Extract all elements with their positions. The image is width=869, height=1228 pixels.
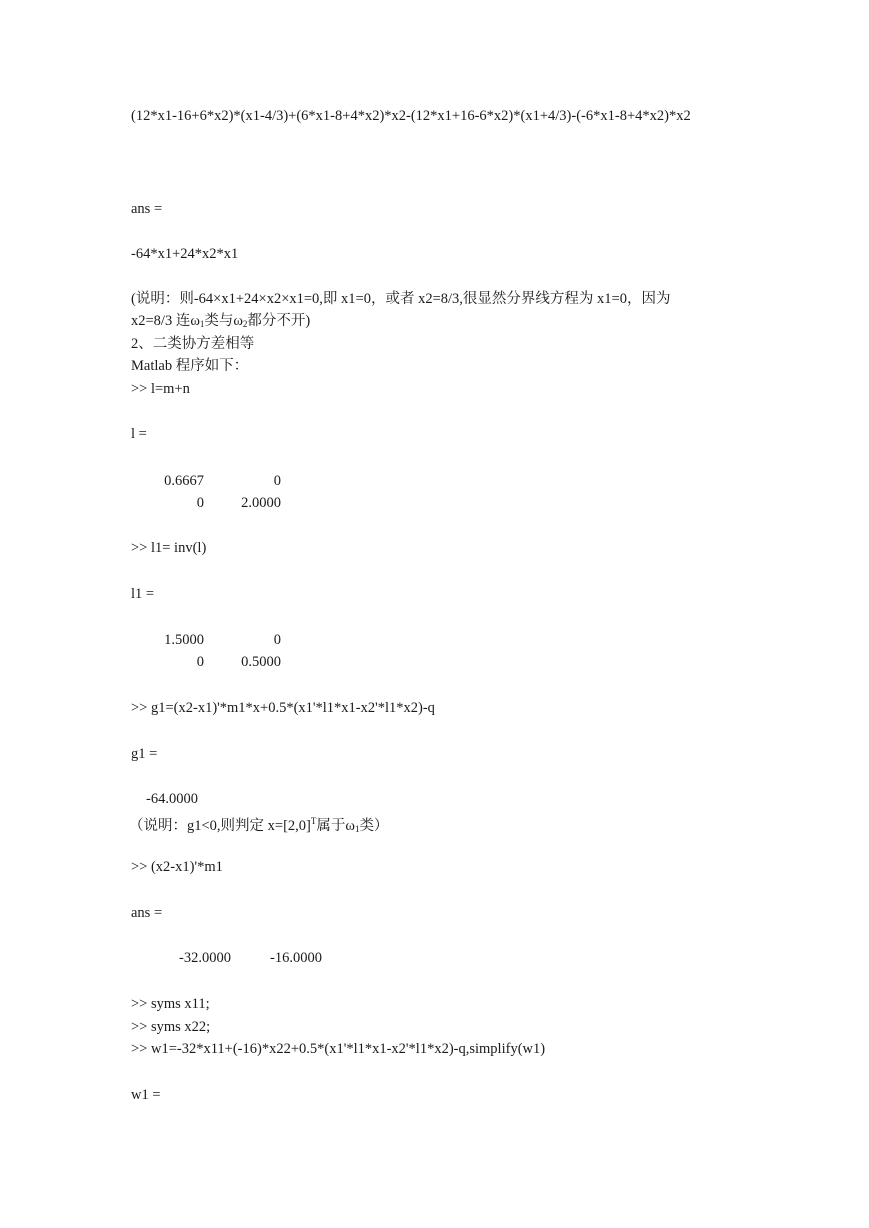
vector-cell: -16.0000 (270, 950, 322, 966)
variable-label: g1 = (131, 746, 158, 762)
matrix-row (131, 652, 281, 672)
note-text: x2=8/3 连ω (131, 313, 200, 329)
note-text: 都分不开) (247, 313, 311, 329)
vector-cell: -32.0000 (179, 950, 231, 966)
command-line: >> w1=-32*x11+(-16)*x22+0.5*(x1'*l1*x1-x2'*l1*x2)-q,simplify(w1) (131, 1041, 546, 1057)
variable-label: w1 = (131, 1087, 161, 1103)
note-line-3 (129, 811, 388, 839)
command-line: >> syms x11; (131, 996, 210, 1012)
matrix-cell: 0.5000 (241, 654, 281, 670)
ans-label: ans = (131, 201, 163, 217)
matrix-cell: 0 (273, 632, 281, 648)
matrix-cell: 0.6667 (164, 473, 204, 489)
note-text: 类与ω (204, 313, 243, 329)
matrix-row (131, 630, 281, 650)
variable-label: l1 = (131, 586, 155, 602)
note-line-2 (131, 311, 310, 334)
matrix-cell: 0 (196, 654, 204, 670)
note-text: 类） (359, 818, 389, 834)
command-line: >> g1=(x2-x1)'*m1*x+0.5*(x1'*l1*x1-x2'*l1*x2)-q (131, 700, 435, 716)
vector-row (131, 948, 322, 968)
ans-value: -64*x1+24*x2*x1 (131, 246, 239, 262)
matlab-intro: Matlab 程序如下： (131, 358, 249, 374)
matrix-cell: 1.5000 (164, 632, 204, 648)
section-heading: 2、二类协方差相等 (131, 336, 255, 352)
scalar-value (131, 789, 198, 809)
subscript: 1 (354, 824, 360, 834)
matrix-row (131, 493, 281, 513)
command-line: >> l1= inv(l) (131, 540, 207, 556)
command-line: >> l=m+n (131, 381, 190, 397)
matrix-row (131, 471, 281, 491)
subscript: 2 (242, 319, 248, 329)
expression-line: (12*x1-16+6*x2)*(x1-4/3)+(6*x1-8+4*x2)*x2-(12*x1+16-6*x2)*(x1+4/3)-(-6*x1-8+4*x2)*x2 (131, 108, 691, 124)
variable-label: l = (131, 426, 147, 442)
command-line: >> (x2-x1)'*m1 (131, 859, 223, 875)
command-line: >> syms x22; (131, 1019, 211, 1035)
matrix-cell: 2.0000 (241, 495, 281, 511)
note-text: 属于ω (316, 818, 355, 834)
value-text: -64.0000 (146, 791, 198, 807)
superscript: T (310, 816, 317, 826)
matrix-cell: 0 (273, 473, 281, 489)
note-text: （说明：g1<0,则判定 x=[2,0] (129, 818, 311, 834)
subscript: 1 (199, 319, 205, 329)
note-line-1: (说明：则-64×x1+24×x2×x1=0,即 x1=0，或者 x2=8/3,很显然分界线方程为 x1=0，因为 (131, 291, 671, 307)
ans-label: ans = (131, 905, 163, 921)
matrix-cell: 0 (196, 495, 204, 511)
